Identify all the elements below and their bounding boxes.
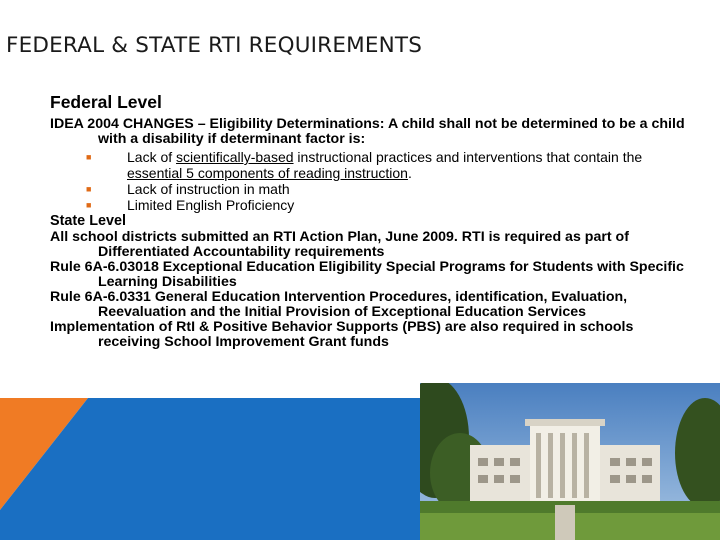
square-bullet-icon: ■ [86,184,92,194]
state-item: Rule 6A-6.03018 Exceptional Education Eligibility Special Programs for Students with Specific Learning Disabilities [50,259,684,290]
square-bullet-icon: ■ [86,200,92,210]
state-item: Rule 6A-6.0331 General Education Intervention Procedures, identification, Evaluation, Reevaluation and the Initial Provision of Exceptional Education Services [50,289,628,320]
federal-bullets [50,149,690,213]
state-heading: State Level [50,213,126,229]
list-item: ■ Lack of scientifically-based instructional practices and interventions that contain the essential 5 components of reading instruction. [86,149,643,181]
building-photo [420,383,720,540]
square-bullet-icon: ■ [86,152,92,162]
federal-heading: Federal Level [50,92,162,112]
state-item: All school districts submitted an RTI Action Plan, June 2009. RTI is required as part of Differentiated Accountability requirements [50,229,629,260]
list-item: ■ Lack of instruction in math [86,181,290,197]
state-items [50,230,690,350]
list-item: ■ Limited English Proficiency [86,197,295,213]
slide-content [50,92,690,350]
idea-paragraph: IDEA 2004 CHANGES – Eligibility Determinations: A child shall not be determined to be a child with a disability if determinant factor is: [50,116,685,147]
state-item: Implementation of RtI & Positive Behavior Supports (PBS) are also required in schools receiving School Improvement Grant funds [50,319,634,350]
slide-title: FEDERAL & STATE RTI REQUIREMENTS [6,33,423,58]
